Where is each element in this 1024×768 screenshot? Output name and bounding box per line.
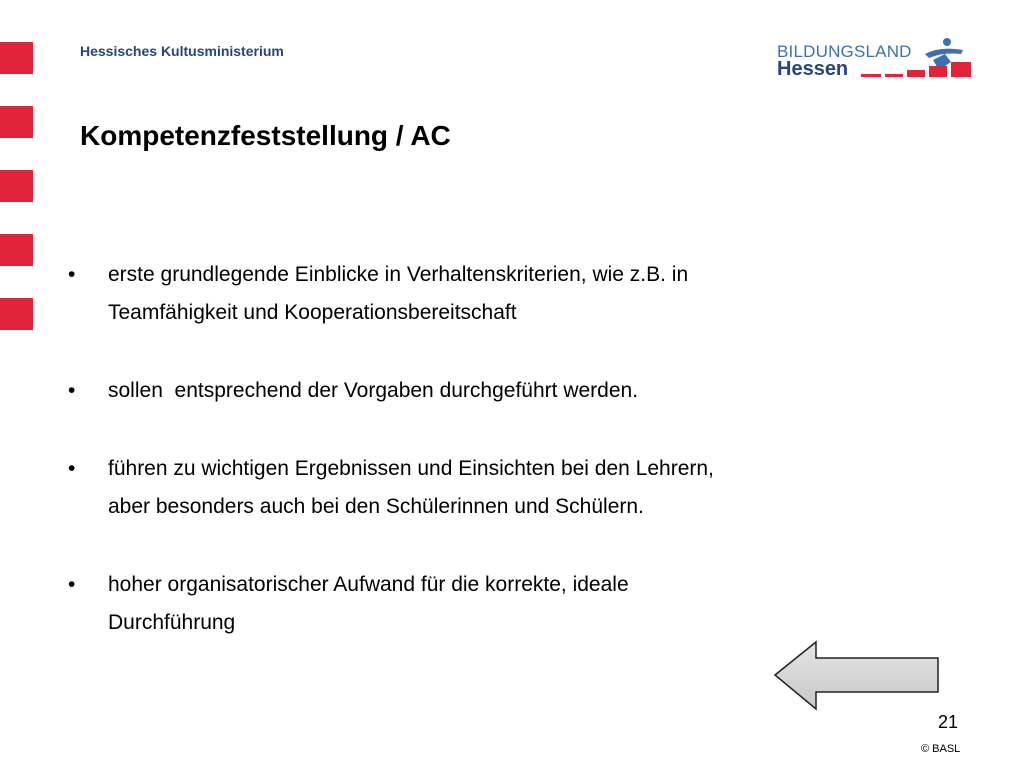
ministry-name: Hessisches Kultusministerium [80, 43, 284, 59]
bullet-text: führen zu wichtigen Ergebnissen und Einsichten bei den Lehrern, [108, 457, 714, 480]
side-bar-decor [0, 170, 33, 202]
slide-title: Kompetenzfeststellung / AC [80, 120, 451, 151]
side-bar-decor [0, 234, 33, 266]
bullet-symbol: • [68, 573, 76, 596]
copyright: © BASL [921, 743, 961, 755]
bullet-text: hoher organisatorischer Aufwand für die korrekte, ideale [108, 573, 629, 596]
logo-figure-icon [775, 36, 975, 82]
bullet-item [68, 256, 948, 332]
bullet-symbol: • [68, 457, 76, 480]
bullet-text: aber besonders auch bei den Schülerinnen und Schülern. [108, 495, 644, 518]
bullet-list [68, 256, 948, 682]
side-bar-decor [0, 298, 33, 330]
logo-line-2: Hessen [777, 58, 849, 80]
page-number: 21 [938, 712, 959, 732]
bullet-text: Durchführung [108, 611, 236, 634]
bullet-item [68, 372, 948, 410]
bullet-symbol: • [68, 379, 76, 402]
bullet-text: Teamfähigkeit und Kooperationsbereitschaft [108, 301, 517, 324]
side-bar-decor [0, 42, 33, 74]
side-bar-decor [0, 106, 33, 138]
arrow-left-icon[interactable] [772, 640, 942, 712]
bullet-symbol: • [68, 263, 76, 286]
bullet-item [68, 450, 948, 526]
bildungsland-logo [775, 36, 975, 82]
bullet-item [68, 566, 948, 642]
bullet-text: erste grundlegende Einblicke in Verhaltenskriterien, wie z.B. in [108, 263, 689, 286]
logo-line-1: BILDUNGSLAND [777, 42, 912, 61]
bullet-text: sollen entsprechend der Vorgaben durchgeführt werden. [108, 379, 639, 402]
